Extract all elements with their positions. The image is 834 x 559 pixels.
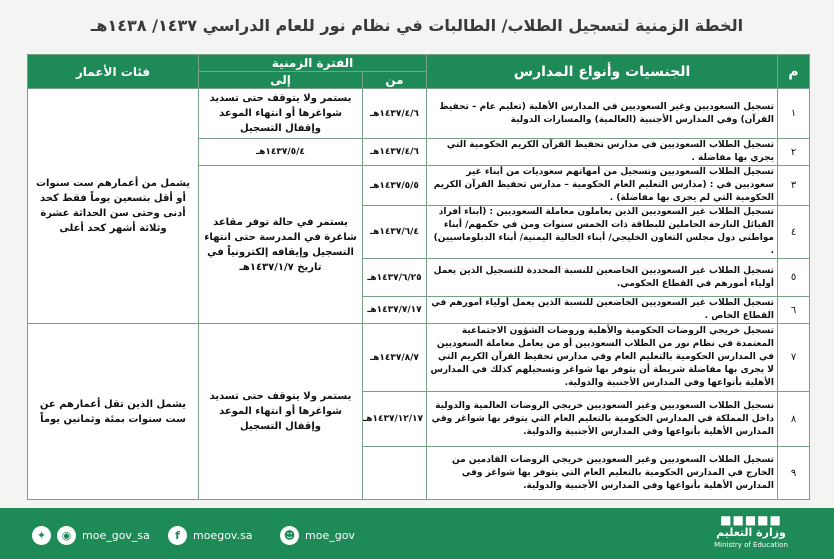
ministry-mark-icon: ■■■■■ xyxy=(720,513,782,527)
facebook-icon: f xyxy=(168,526,187,545)
facebook-link[interactable] xyxy=(168,524,253,546)
row-desc: تسجيل الطلاب غير السعوديين الخاضعين للنسبة الذين يعمل أولياء أمورهم في القطاع الخاص . xyxy=(427,297,778,324)
row-from: ١٤٣٧/٤/٦هـ xyxy=(363,89,427,139)
row-from: ١٤٣٧/٧/١٧هـ xyxy=(363,297,427,324)
row-desc: تسجيل الطلاب غير السعوديين الذين يعاملون معاملة السعوديين : (أبناء أفراد القبائل النازحة الحاملين للبطاقة ذات الخمس سنوات ومن في حكمهم/ أبناء مواطني دول مجلس التعاون الخليجي/ أبناء الجالية اليمنية/ أبناء الدبلوماسيين) . xyxy=(427,206,778,259)
row-num: ٥ xyxy=(778,259,810,297)
header-from: من xyxy=(363,72,427,89)
row-from: ١٤٣٧/٦/٤هـ xyxy=(363,206,427,259)
row-num: ٨ xyxy=(778,392,810,447)
row-desc: تسجيل الطلاب السعوديين وتسجيل من أمهاتهم سعوديات من أبناء غير سعوديين في : (مدارس التعليم العام الحكومية – مدارس تحفيظ القرآن الكريم الحكومية التي لم يجرى بها مفاضلة) . xyxy=(427,166,778,206)
twitter-icon: ✦ xyxy=(32,526,51,545)
header-period: الفترة الزمنية xyxy=(199,55,427,72)
snapchat-handle: moe_gov xyxy=(305,528,355,542)
header-to: إلى xyxy=(199,72,363,89)
ministry-name-ar: وزارة التعليم xyxy=(716,526,786,539)
instagram-icon: ◉ xyxy=(57,526,76,545)
row-from: ١٤٣٧/٥/٥هـ xyxy=(363,166,427,206)
registration-table xyxy=(27,54,810,500)
page-title: الخطة الزمنية لتسجيل الطلاب/ الطالبات في نظام نور للعام الدراسي ١٤٣٧/ ١٤٣٨هـ xyxy=(90,16,744,35)
footer xyxy=(0,508,834,559)
row-num: ٦ xyxy=(778,297,810,324)
row-num: ١ xyxy=(778,89,810,139)
snapchat-link[interactable] xyxy=(280,524,355,546)
row-from: ١٤٣٧/١٢/١٧هـ xyxy=(363,392,427,447)
row-desc: تسجيل الطلاب السعوديين وغير السعوديين خريجي الروضات العالمية والدولية داخل المملكة في المدارس الحكومية بالتعليم العام التي يتوفر بها شواغر وفي المدارس الأهلية بأنواعها وفي المدارس الأجنبية والدولية. xyxy=(427,392,778,447)
ministry-name-en: Ministry of Education xyxy=(714,541,788,549)
row-from: ١٤٣٧/٨/٧هـ xyxy=(363,324,427,392)
snapchat-icon: ☻ xyxy=(280,526,299,545)
row-num: ٩ xyxy=(778,447,810,500)
row-desc: تسجيل الطلاب السعوديين وغير السعوديين خريجي الروضات القادمين من الخارج في المدارس الحكومية بالتعليم العام التي يتوفر بها شواغر وفي المدارس الأهلية بأنواعها وفي المدارس الأجنبية والدولية. xyxy=(427,447,778,500)
row-from: ١٤٣٧/٦/٢٥هـ xyxy=(363,259,427,297)
row-num: ٢ xyxy=(778,139,810,166)
to-group-3: يستمر ولا يتوقف حتى تسديد شواغرها أو انتهاء الموعد وإقفال التسجيل xyxy=(199,324,363,500)
row-desc: تسجيل الطلاب غير السعوديين الخاضعين للنسبة المحددة للتسجيل الذين يعمل أولياء أمورهم في القطاع الحكومي. xyxy=(427,259,778,297)
twitter-link[interactable] xyxy=(32,524,150,546)
row-desc: تسجيل خريجي الروضات الحكومية والأهلية وروضات الشؤون الاجتماعية المعتمدة في نظام نور من الطلاب السعوديين أو من يعامل معاملة السعوديين في المدارس الحكومية بالتعليم العام وفي مدارس تحفيظ القرآن الكريم التي لا يجرى بها مفاضلة شريطة أن يتوفر بها شواغر وتسجيلهم كذلك في المدارس الأهلية بأنواعها وفي المدارس الأجنبية والدولية. xyxy=(427,324,778,392)
header-types: الجنسيات وأنواع المدارس xyxy=(427,55,778,89)
twitter-handle: moe_gov_sa xyxy=(82,528,150,542)
to-group-2: يستمر في حالة توفر مقاعد شاغرة في المدرسة حتى انتهاء التسجيل وإيقافه إلكترونياً في تاريخ ١٤٣٧/١/٧هـ xyxy=(199,166,363,324)
row-num: ٧ xyxy=(778,324,810,392)
age-group-1: يشمل من أعمارهم ست سنوات أو أقل بتسعين يوماً فقط كحد أدنى وحتى سن الحداثة عشرة وثلاثة أشهر كحد أعلى xyxy=(28,89,199,324)
to-group-1: يستمر ولا يتوقف حتى تسديد شواغرها أو انتهاء الموعد وإقفال التسجيل xyxy=(199,89,363,139)
facebook-handle: moegov.sa xyxy=(193,528,253,542)
header-ages: فئات الأعمار xyxy=(28,55,199,89)
ministry-logo xyxy=(696,514,806,554)
row-from: ١٤٣٧/٤/٦هـ xyxy=(363,139,427,166)
age-group-2: يشمل الذين تقل أعمارهم عن ست سنوات بمئة وثمانين يوماً xyxy=(28,324,199,500)
header-num: م xyxy=(778,55,810,89)
row-num: ٣ xyxy=(778,166,810,206)
row-desc: تسجيل الطلاب السعوديين في مدارس تحفيظ القرآن الكريم الحكومية التي يجري بها مفاضلة . xyxy=(427,139,778,166)
row-num: ٤ xyxy=(778,206,810,259)
row-to: ١٤٣٧/٥/٤هـ xyxy=(199,139,363,166)
row-desc: تسجيل السعوديين وغير السعوديين في المدارس الأهلية (تعليم عام – تحفيظ القرآن) وفي المدارس الأجنبية (العالمية) والمسارات الدولية xyxy=(427,89,778,139)
row-from xyxy=(363,447,427,500)
